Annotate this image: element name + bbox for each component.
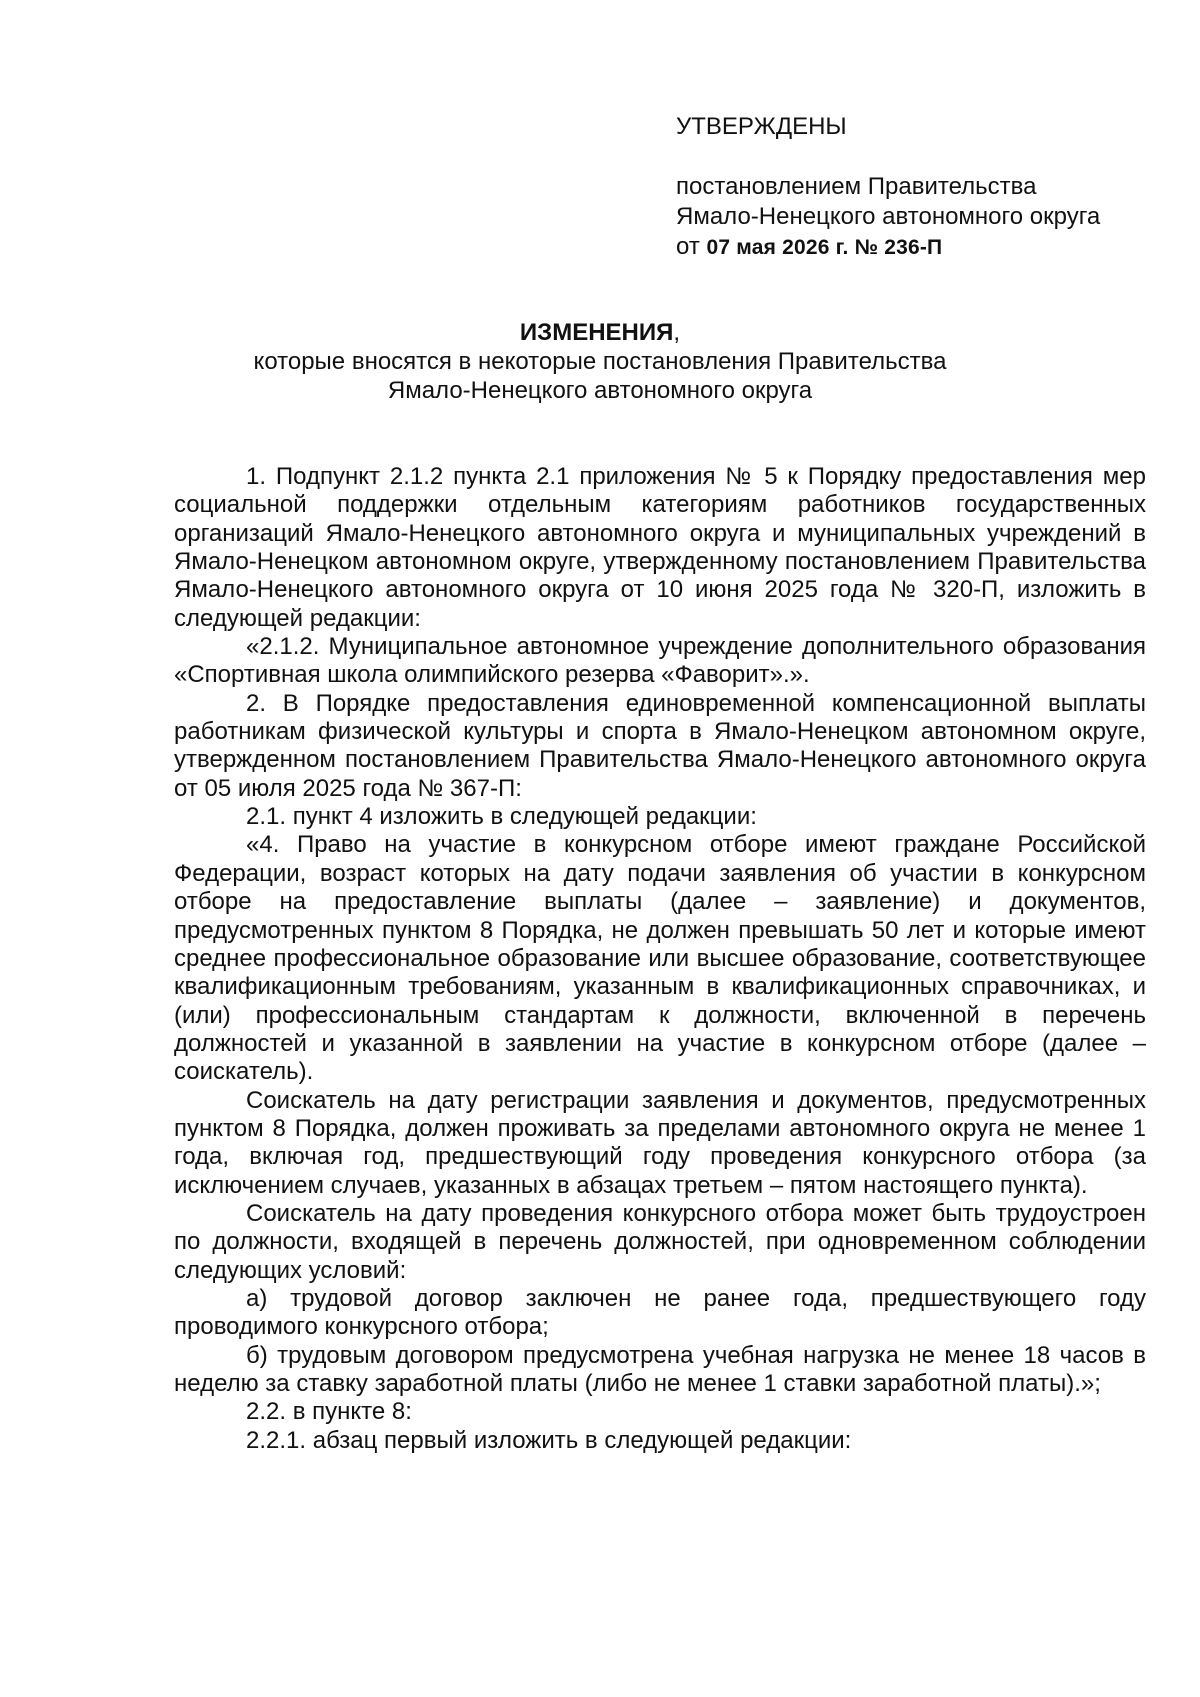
paragraph-1: 1. Подпункт 2.1.2 пункта 2.1 приложения № 5 к Порядку предоставления мер социальной поддержки отдельным категориям работников государственных организаций Ямало-Ненецкого автономного округа и муниципальных учреждений в Ямало-Ненецком автономном округе, утвержденному постановлением Правительства Ямало-Ненецкого автономного округа от 10 июня 2025 года № 320-П, изложить в следующей редакции: xyxy=(174,463,1146,632)
paragraph-3: 2. В Порядке предоставления единовременной компенсационной выплаты работникам физической культуры и спорта в Ямало-Ненецком автономном округе, утвержденном постановлением Правительства Ямало-Ненецкого автономного округа от 05 июля 2025 года № 367-П: xyxy=(174,689,1146,802)
approval-date-prefix: от xyxy=(676,233,707,260)
approval-title: УТВЕРЖДЕНЫ xyxy=(676,113,847,140)
heading-subtitle-line-1: которые вносятся в некоторые постановления Правительства xyxy=(253,348,947,375)
paragraph-9: б) трудовым договором предусмотрена учебная нагрузка не менее 18 часов в неделю за ставку заработной платы (либо не менее 1 ставки заработной платы).»; xyxy=(174,1341,1146,1397)
paragraph-8: а) трудовой договор заключен не ранее года, предшествующего году проводимого конкурсного отбора; xyxy=(174,1284,1146,1341)
paragraph-10: 2.2. в пункте 8: xyxy=(246,1398,412,1426)
approval-line-2: Ямало-Ненецкого автономного округа xyxy=(676,203,1101,230)
paragraph-11: 2.2.1. абзац первый изложить в следующей редакции: xyxy=(246,1426,852,1454)
approval-line-1: постановлением Правительства xyxy=(676,173,1037,200)
document-heading xyxy=(0,318,1200,405)
heading-title-line xyxy=(0,318,1200,347)
approval-date-line xyxy=(676,232,1156,263)
heading-title: ИЗМЕНЕНИЯ xyxy=(519,319,674,346)
paragraph-7: Соискатель на дату проведения конкурсного отбора может быть трудоустроен по должности, входящей в перечень должностей, при одновременном соблюдении следующих условий: xyxy=(174,1199,1146,1284)
approval-block xyxy=(676,112,1156,263)
heading-subtitle-line-2: Ямало-Ненецкого автономного округа xyxy=(387,377,813,404)
document-body xyxy=(174,463,1146,1455)
paragraph-4: 2.1. пункт 4 изложить в следующей редакции: xyxy=(246,803,757,831)
paragraph-2: «2.1.2. Муниципальное автономное учреждение дополнительного образования «Спортивная школа олимпийского резерва «Фаворит».». xyxy=(174,633,1146,689)
approval-date-number: 07 мая 2026 г. № 236-П xyxy=(706,236,943,259)
heading-title-comma: , xyxy=(673,319,681,346)
paragraph-5: «4. Право на участие в конкурсном отборе имеют граждане Российской Федерации, возраст которых на дату подачи заявления об участии в конкурсном отборе на предоставление выплаты (далее – заявление) и документов, предусмотренных пунктом 8 Порядка, не должен превышать 50 лет и которые имеют среднее профессиональное образование или высшее образование, соответствующее квалификационным требованиям, указанным в квалификационных справочниках, и (или) профессиональным стандартам к должности, включенной в перечень должностей и указанной в заявлении на участие в конкурсном отборе (далее – соискатель). xyxy=(174,831,1146,1086)
paragraph-6: Соискатель на дату регистрации заявления и документов, предусмотренных пунктом 8 Порядка, должен проживать за пределами автономного округа не менее 1 года, включая год, предшествующий году проведения конкурсного отбора (за исключением случаев, указанных в абзацах третьем – пятом настоящего пункта). xyxy=(174,1086,1146,1199)
